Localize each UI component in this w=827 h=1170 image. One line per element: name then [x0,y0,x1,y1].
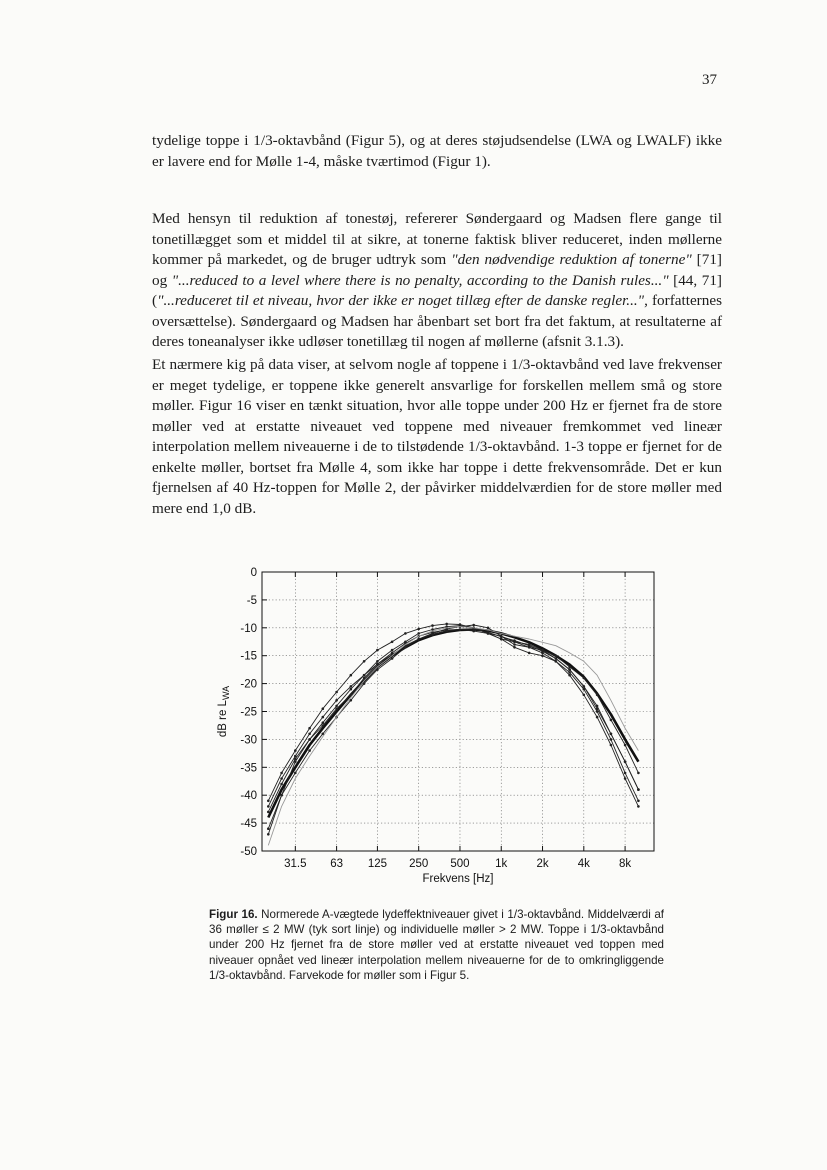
data-point [376,660,379,663]
data-point [568,674,571,677]
data-point [280,777,283,780]
p2-text-d: , forfatternes oversættelse). Søndergaard og Madsen har åbenbart set bort fra det faktum, at resultaterne af deres toneanalyser ikke udløser tonetillæg til nogen af møllerne (afsnit 3.1.3). [152,292,722,350]
data-point [637,788,640,791]
y-axis-label [217,686,231,737]
x-tick-label: 500 [450,858,470,870]
data-point [624,772,627,775]
data-point [391,649,394,652]
p2-quote-1: "den nødvendige reduktion af tonerne" [451,251,692,268]
data-point [335,691,338,694]
data-point [363,682,366,685]
y-tick-label: -15 [240,650,257,663]
data-point [391,641,394,644]
data-point [568,671,571,674]
data-point [308,738,311,741]
data-point [541,650,544,653]
p2-quote-3: "...reduceret til et niveau, hvor der ikke er noget tillæg efter de danske regler..." [157,292,645,309]
paragraph-2 [152,209,722,353]
caption-text: Normerede A-vægtede lydeffektniveauer givet i 1/3-oktavbånd. Middelværdi af 36 møller ≤ 2 MW (tyk sort linje) og individuelle møller > 2 MW. Toppe i 1/3-oktavbånd under 200 Hz fjernet fra de store møller ved at erstatte niveauet ved toppen med niveauer opnået ved lineær interpolation mellem niveauerne for de to omkringliggende 1/3-oktavbånd. Farvekode for møller som i Figur 5. [209,908,664,982]
data-point [596,707,599,710]
data-point [528,644,531,647]
x-tick-label: 250 [409,858,429,870]
data-point [280,772,283,775]
tick-layer [240,567,631,870]
data-point [363,674,366,677]
data-point [513,646,516,649]
y-tick-label: -40 [240,790,257,803]
data-point [500,638,503,641]
figure-16-chart [200,562,670,902]
data-point [280,794,283,797]
data-point [404,632,407,635]
data-point [583,677,586,680]
data-point [267,827,270,830]
data-point [596,694,599,697]
data-point [487,627,490,630]
data-point [610,719,613,722]
data-point [294,772,297,775]
y-tick-label: -50 [240,846,257,858]
data-point [267,833,270,836]
data-point [335,707,338,710]
data-point [583,694,586,697]
data-point [322,721,325,724]
chart-svg [200,562,670,902]
data-point [350,674,353,677]
data-point [624,760,627,763]
data-point [472,624,475,627]
data-point [445,630,448,633]
data-point [500,635,503,638]
data-point [541,654,544,657]
p2-text-c: [44, 71] ( [152,271,722,309]
data-point [487,631,490,634]
y-tick-label: -45 [240,818,257,831]
data-point [294,749,297,752]
y-axis-label-sub: WA [221,685,231,701]
data-point [350,694,353,697]
y-tick-label: -25 [240,706,257,719]
data-point [376,668,379,671]
data-point [350,688,353,691]
data-point [555,654,558,657]
x-tick-label: 8k [619,858,632,870]
data-point [528,652,531,655]
data-point [350,685,353,688]
data-point [431,628,434,631]
data-point [335,699,338,702]
p2-quote-2: "...reduced to a level where there is no penalty, according to the Danish rules..." [171,271,669,289]
data-point [637,800,640,803]
data-point [459,628,462,631]
series-layer [267,623,640,846]
x-tick-label: 4k [577,858,590,870]
data-point [322,724,325,727]
x-tick-label: 63 [330,858,344,870]
data-point [555,657,558,660]
data-point [267,800,270,803]
paragraph-3: Et nærmere kig på data viser, at selvom nogle af toppene i 1/3-oktavbånd ved lave frekvenser er meget tydelige, er toppene ikke generelt ansvarlige for forskellen mellem små og store møller. Figur 16 viser en tænkt situation, hvor alle toppe under 200 Hz er fjernet fra de store møller ved at erstatte niveauet ved toppene med niveauer fremkommet ved lineær interpolation mellem niveauerne i de to tilstødende 1/3-oktavbånd. 1-3 toppe er fjernet for de enkelte møller, bortset fra Mølle 4, som ikke har toppe i dette frekvensområde. Det er kun fjernelsen af 40 Hz-toppen for Mølle 2, der påvirker middelværdien for de store møller med mere end 1,0 dB. [152,356,722,517]
data-point [376,663,379,666]
data-point [445,623,448,626]
series-line-6 [268,627,638,846]
data-point [335,705,338,708]
data-point [513,643,516,646]
y-tick-label: -10 [240,622,257,635]
x-tick-label: 2k [536,858,549,870]
x-tick-label: 125 [367,858,388,870]
data-point [624,744,627,747]
data-point [363,660,366,663]
data-point [280,783,283,786]
data-point [431,633,434,636]
p2-text-b: [71] og [152,251,722,289]
data-point [637,805,640,808]
data-point [637,772,640,775]
data-point [568,668,571,671]
data-point [322,707,325,710]
y-axis-label-main: dB re L [217,700,229,738]
y-tick-label: -20 [240,678,257,691]
data-point [431,624,434,627]
data-point [459,623,462,626]
data-point [596,716,599,719]
y-tick-label: -5 [246,594,257,607]
data-point [322,716,325,719]
series-line-1 [268,626,638,807]
data-point [513,639,516,642]
caption-label: Figur 16. [209,908,258,921]
data-point [294,760,297,763]
y-tick-label: 0 [250,567,257,579]
data-point [610,733,613,736]
x-axis-label: Frekvens [Hz] [422,873,494,885]
x-tick-label: 1k [495,858,508,870]
figure-caption [209,907,664,983]
y-tick-label: -35 [240,762,257,775]
data-point [417,628,420,631]
data-point [308,733,311,736]
data-point [391,657,394,660]
data-point [376,649,379,652]
series-line-5 [268,629,638,834]
x-tick-label: 31.5 [284,858,307,870]
page-number: 37 [702,72,717,88]
p2-text-a: Med hensyn til reduktion af tonestøj, refererer Søndergaard og Madsen flere gange til tonetillægget som et middel til at sikre, at tonerne faktisk bliver reduceret, inden møllerne kommer på markedet, og de bruger udtryk som [152,210,722,268]
data-point [308,749,311,752]
series-line-4 [268,630,638,812]
data-point [610,738,613,741]
y-tick-label: -30 [240,734,257,747]
data-point [568,666,571,669]
series-line-3 [268,624,638,801]
data-point [555,660,558,663]
data-point [363,677,366,680]
data-point [267,805,270,808]
data-point [610,744,613,747]
data-point [308,727,311,730]
data-point [583,685,586,688]
data-point [417,632,420,635]
data-point [624,777,627,780]
data-point [267,811,270,814]
data-point [417,638,420,641]
paragraph-1: tydelige toppe i 1/3-oktavbånd (Figur 5), og at deres støjudsendelse (LWA og LWALF) ikke er lavere end for Mølle 1-4, måske tværtimod (Figur 1). [152,132,722,170]
